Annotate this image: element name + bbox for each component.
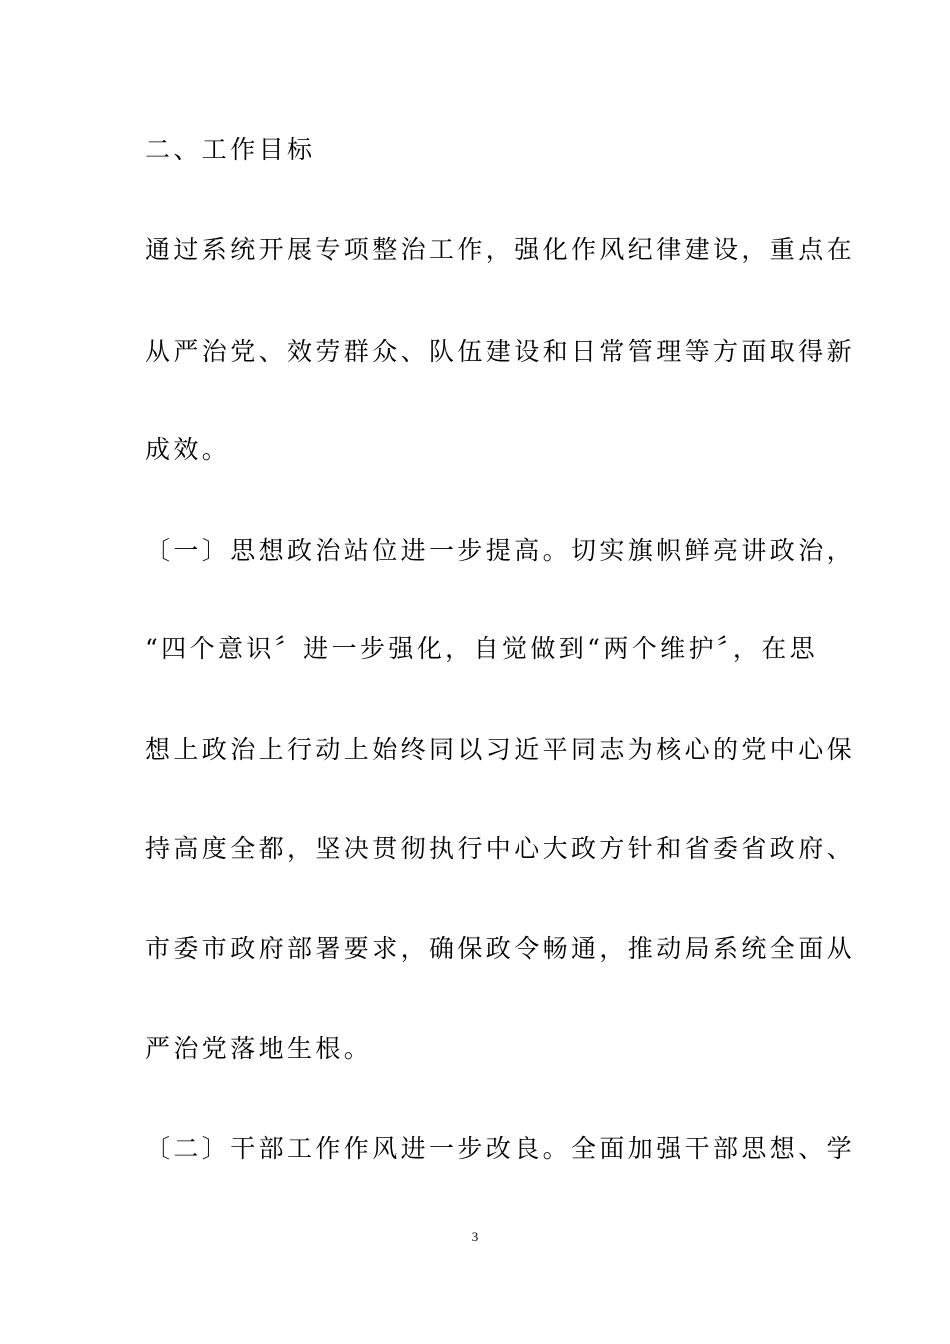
body-line: “四个意识〞进一步强化，自觉做到“两个维护〞，在思 [145, 634, 819, 663]
body-line: 通过系统开展专项整治工作，强化作风纪律建设，重点在 [145, 235, 856, 264]
body-line: 想上政治上行动上始终同以习近平同志为核心的党中心保 [145, 735, 856, 764]
page-number: 3 [471, 1229, 479, 1244]
body-line: 持高度全都，坚决贯彻执行中心大政方针和省委省政府、 [145, 834, 856, 863]
body-line: 成效。 [145, 435, 231, 464]
subsection-line: 〔一〕思想政治站位进一步提高。切实旗帜鲜亮讲政治， [145, 536, 856, 565]
body-line: 从严治党、效劳群众、队伍建设和日常管理等方面取得新 [145, 337, 856, 366]
body-line: 严治党落地生根。 [145, 1034, 373, 1063]
body-line: 市委市政府部署要求，确保政令畅通，推动局系统全面从 [145, 934, 856, 963]
section-heading: 二、工作目标 [145, 135, 316, 164]
subsection-line: 〔二〕干部工作作风进一步改良。全面加强干部思想、学 [145, 1134, 856, 1163]
